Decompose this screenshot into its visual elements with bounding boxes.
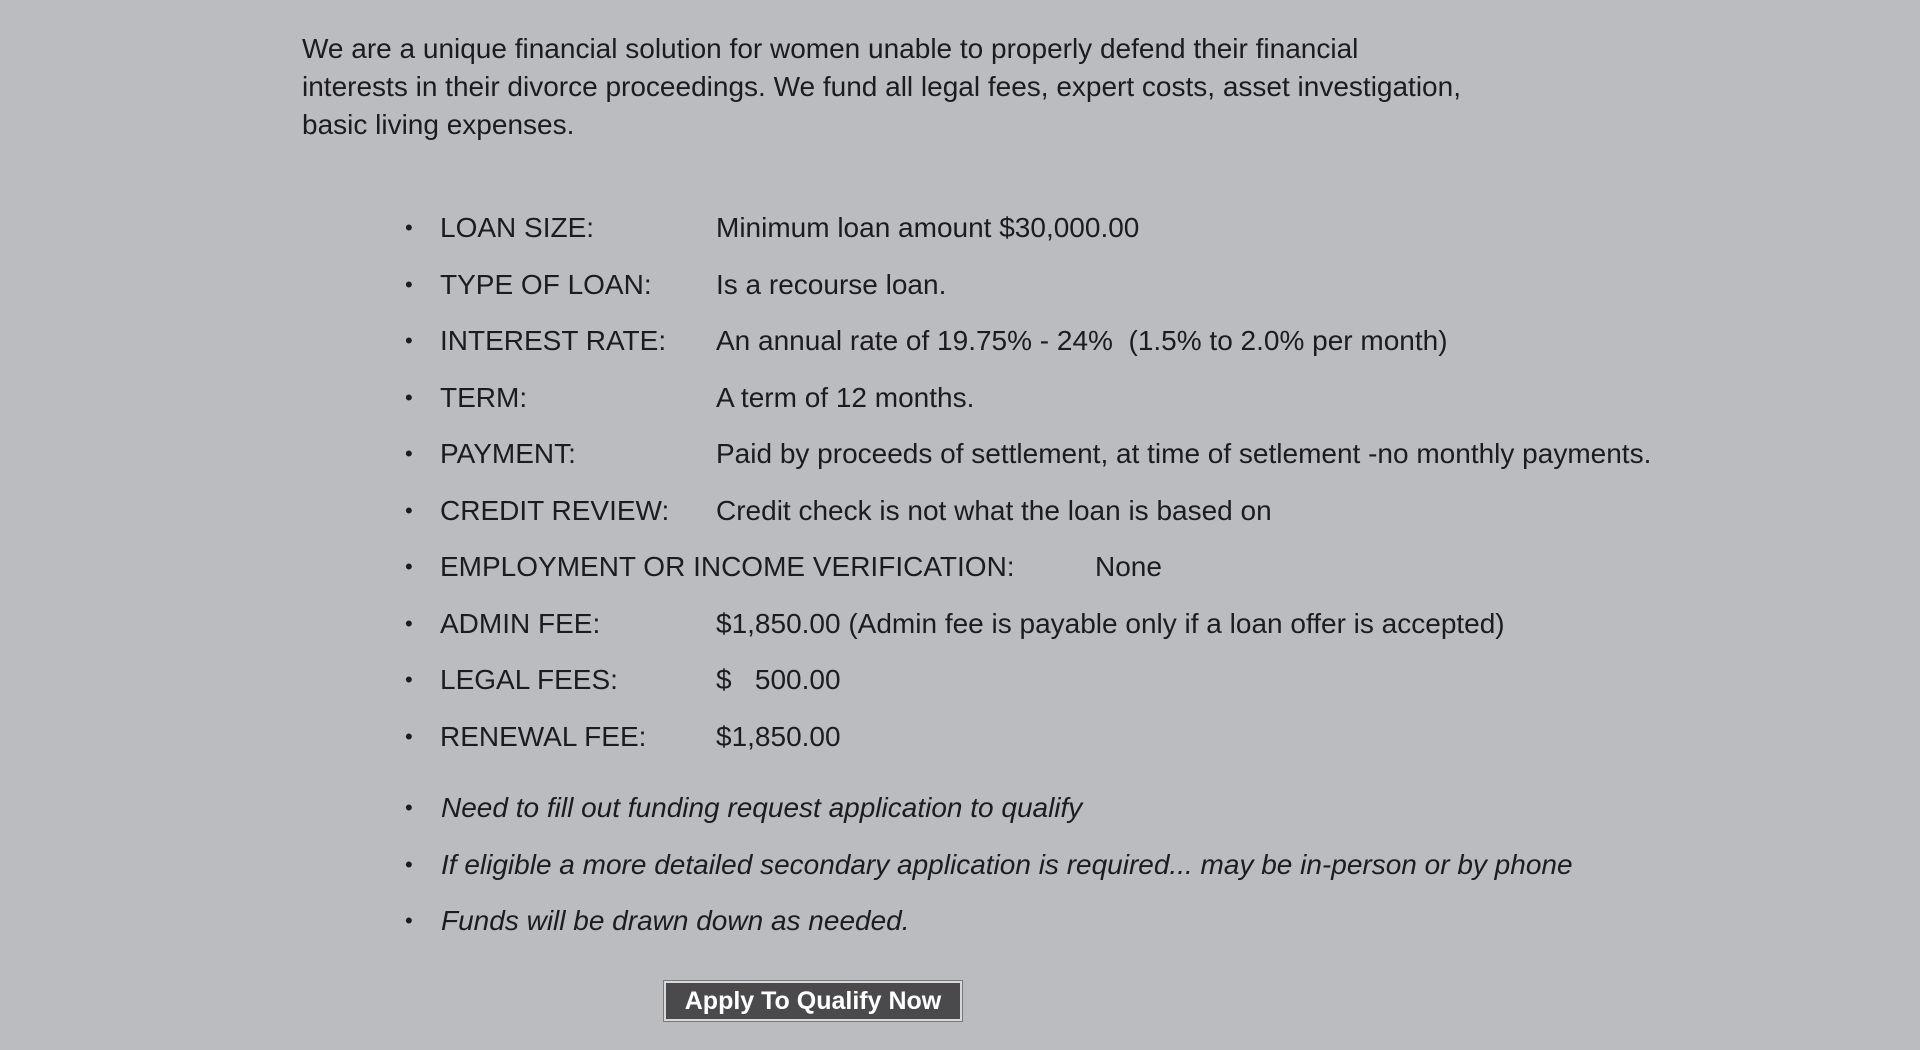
term-value: $1,850.00 (Admin fee is payable only if a loan offer is accepted) [716,607,1505,639]
intro-line-3: basic living expenses. [302,109,575,140]
term-label: PAYMENT: [440,438,576,469]
term-value: None [1095,551,1162,582]
bullet-icon: • [405,908,413,933]
note-text: Funds will be drawn down as needed. [441,905,910,936]
note-text: Need to fill out funding request application to qualify [441,792,1083,823]
term-value: Paid by proceeds of settlement, at time of setlement -no monthly payments. [716,438,1652,469]
bullet-icon: • [405,610,413,636]
note-text: If eligible a more detailed secondary application is required... may be in-person or by phone [441,848,1573,880]
term-value: $1,850.00 [716,720,841,752]
apply-to-qualify-button[interactable]: Apply To Qualify Now [664,981,962,1021]
term-value: Is a recourse loan. [716,268,947,300]
term-value: $ 500.00 [716,664,841,695]
term-label: LOAN SIZE: [440,212,595,243]
bullet-icon: • [405,328,413,353]
intro-line-2: interests in their divorce proceedings. We fund all legal fees, expert costs, asset investigation, [302,71,1461,102]
bullet-icon: • [405,271,413,297]
term-label: ADMIN FEE: [440,607,601,639]
term-value: Credit check is not what the loan is based on [716,494,1272,526]
term-label: TERM: [440,381,528,413]
term-label: TYPE OF LOAN: [440,268,652,300]
term-value: Minimum loan amount $30,000.00 [716,212,1140,243]
bullet-icon: • [405,851,413,877]
term-label: CREDIT REVIEW: [440,494,670,526]
term-value: An annual rate of 19.75% - 24% (1.5% to 2.0% per month) [716,325,1448,356]
intro-paragraph [302,30,1602,144]
bullet-icon: • [405,554,413,579]
bullet-icon: • [405,215,413,240]
term-label: EMPLOYMENT OR INCOME VERIFICATION: [440,551,1015,582]
term-label: INTEREST RATE: [440,325,667,356]
intro-line-1: We are a unique financial solution for women unable to properly defend their financial [302,33,1359,64]
bullet-icon: • [405,723,413,749]
bullet-icon: • [405,441,413,466]
bullet-icon: • [405,497,413,523]
term-value: A term of 12 months. [716,381,975,413]
bullet-icon: • [405,667,413,692]
term-label: RENEWAL FEE: [440,720,647,752]
bullet-icon: • [405,384,413,410]
term-label: LEGAL FEES: [440,664,618,695]
bullet-icon: • [405,795,413,820]
